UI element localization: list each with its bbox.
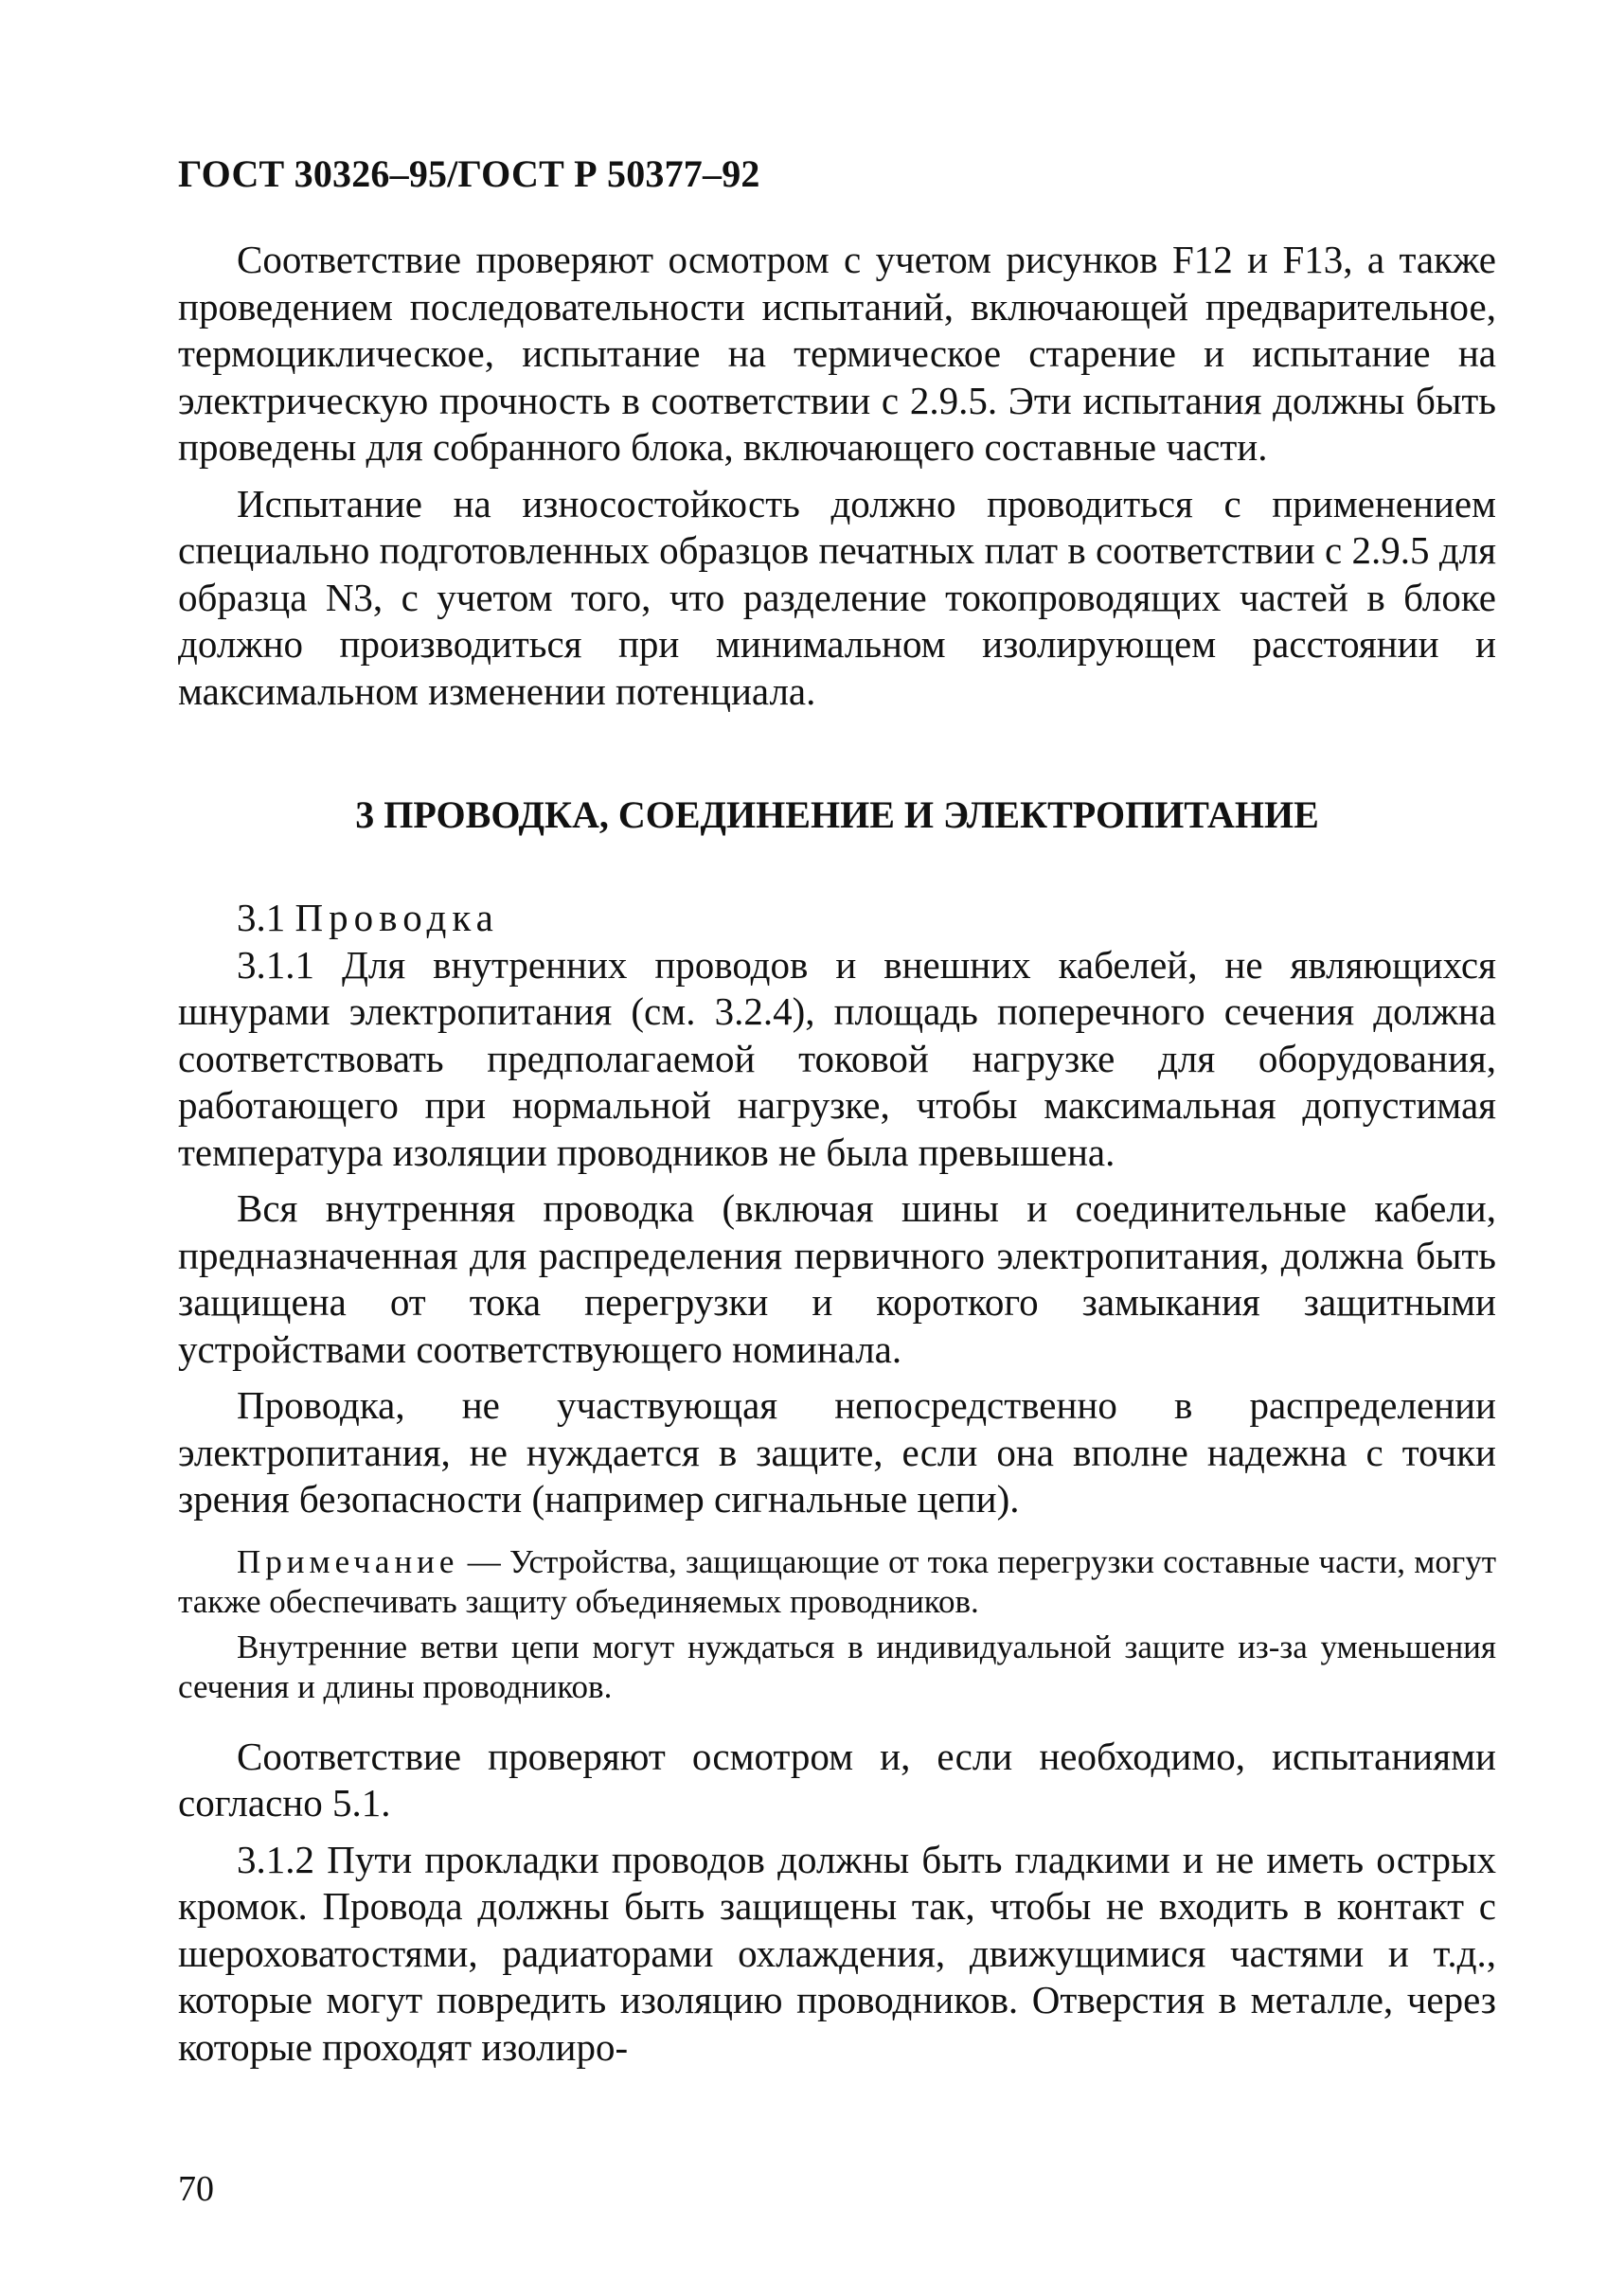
- paragraph-compliance-check: Соответствие проверяют осмотром с учетом рисунков F12 и F13, а также проведением последовательности испытаний, включающей предварительное, термоциклическое, испытание на термическое старение и испытание на электрическую прочность в соответствии с 2.9.5. Эти испытания должны быть проведены для собранного блока, включающего составные части.: [178, 238, 1496, 469]
- paragraph-3-1-1: 3.1.1 Для внутренних проводов и внешних кабелей, не являющихся шнурами электропитания (см. 3.2.4), площадь поперечного сечения должна соответствовать предполагаемой токовой нагрузке для оборудования, работающего при нормальной нагрузке, чтобы максимальная допустимая температура изоляции проводников не была превышена.: [178, 942, 1496, 1174]
- paragraph-wear-test: Испытание на износостойкость должно проводиться с применением специально подготовленных образцов печатных плат в соответствии с 2.9.5 для образца N3, с учетом того, что разделение токопроводящих частей в блоке должно производиться при минимальном изолирующем расстоянии и максимальном изменении потенциала.: [178, 481, 1496, 713]
- paragraph-internal-wiring: Вся внутренняя проводка (включая шины и соединительные кабели, предназначенная для распределения первичного электропитания, должна быть защищена от тока перегрузки и короткого замыкания защитными устройствами соответствующего номинала.: [178, 1186, 1496, 1371]
- paragraph-signal-wiring: Проводка, не участвующая непосредственно в распределении электропитания, не нуждается в защите, если она вполне надежна с точки зрения безопасности (например сигнальные цепи).: [178, 1383, 1496, 1521]
- note-label: Примечание: [237, 1542, 459, 1580]
- section-title: 3 ПРОВОДКА, СОЕДИНЕНИЕ И ЭЛЕКТРОПИТАНИЕ: [355, 793, 1319, 836]
- paragraph-compliance-5-1: Соответствие проверяют осмотром и, если необходимо, испытаниями согласно 5.1.: [178, 1734, 1496, 1824]
- document-header: ГОСТ 30326–95/ГОСТ Р 50377–92: [178, 152, 760, 195]
- paragraph-3-1-2: 3.1.2 Пути прокладки проводов должны быть гладкими и не иметь острых кромок. Провода должны быть защищены так, чтобы не входить в контакт с шероховатостями, радиаторами охлаждения, движущимися частями и т.д., которые могут повредить изоляцию проводников. Отверстия в металле, через которые проходят изолиро-: [178, 1837, 1496, 2069]
- subsection-number: 3.1: [237, 896, 286, 939]
- page-number: 70: [178, 2169, 214, 2209]
- note-text: — Устройства, защищающие от тока перегрузки составные части, могут также обеспечивать защиту объединяемых проводников.: [178, 1542, 1496, 1620]
- document-page: [178, 151, 1496, 2080]
- note-paragraph-2: Внутренние ветви цепи могут нуждаться в индивидуальной защите из-за уменьшения сечения и длины проводников.: [178, 1628, 1496, 1705]
- note-paragraph: [178, 1542, 1496, 1622]
- subsection-heading: [178, 895, 1496, 942]
- subsection-title: Проводка: [294, 896, 499, 939]
